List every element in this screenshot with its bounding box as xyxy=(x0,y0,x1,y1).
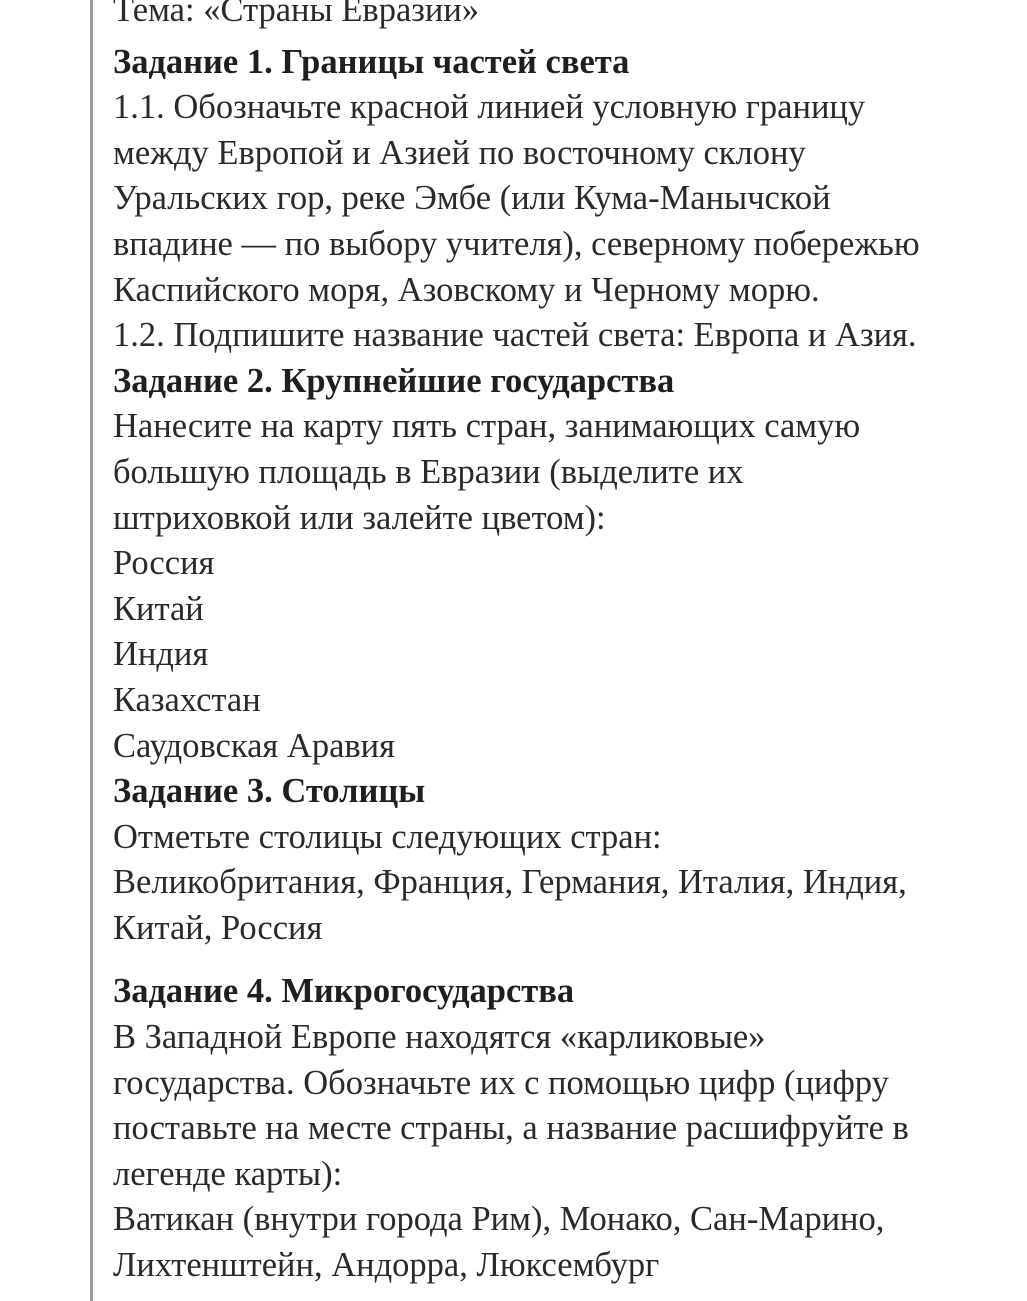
task4-line: Лихтенштейн, Андорра, Люксембург xyxy=(113,1246,660,1285)
task3-line: Китай, Россия xyxy=(113,908,323,947)
task4-line: Ватикан (внутри города Рим), Монако, Сан-Марино, xyxy=(113,1200,885,1239)
country-item: Саудовская Аравия xyxy=(113,726,395,765)
country-item: Россия xyxy=(113,544,215,583)
page-margin-line xyxy=(90,0,93,1301)
country-item: Индия xyxy=(113,635,209,674)
task4-heading: Задание 4. Микрогосударства xyxy=(113,972,575,1011)
task4-line: легенде карты): xyxy=(113,1154,343,1193)
task1-line: между Европой и Азией по восточному склону xyxy=(113,133,806,172)
task1-line: Каспийского моря, Азовскому и Черному морю. xyxy=(113,270,820,309)
country-item: Китай xyxy=(113,589,204,628)
task4-line: В Западной Европе находятся «карликовые» xyxy=(113,1018,766,1057)
task3-line: Великобритания, Франция, Германия, Италия, Индия, xyxy=(113,863,907,902)
task1-heading: Задание 1. Границы частей света xyxy=(113,42,630,81)
task1-line: впадине — по выбору учителя), северному побережью xyxy=(113,224,920,263)
task2-line: штриховкой или залейте цветом): xyxy=(113,498,606,537)
document-text xyxy=(113,0,1027,1289)
task2-heading: Задание 2. Крупнейшие государства xyxy=(113,361,675,400)
task4-line: государства. Обозначьте их с помощью цифр (цифру xyxy=(113,1063,889,1102)
task4-line: поставьте на месте страны, а название расшифруйте в xyxy=(113,1109,909,1148)
task1-line: Уральских гор, реке Эмбе (или Кума-Манычской xyxy=(113,179,831,218)
task2-line: большую площадь в Евразии (выделите их xyxy=(113,452,744,491)
topic-line: Тема: «Страны Евразии» xyxy=(113,0,480,29)
task1-line: 1.1. Обозначьте красной линией условную границу xyxy=(113,88,866,127)
task3-heading: Задание 3. Столицы xyxy=(113,772,426,811)
country-item: Казахстан xyxy=(113,680,261,719)
task1-line: 1.2. Подпишите название частей света: Европа и Азия. xyxy=(113,316,917,355)
task2-line: Нанесите на карту пять стран, занимающих самую xyxy=(113,407,861,446)
task3-line: Отметьте столицы следующих стран: xyxy=(113,817,662,856)
